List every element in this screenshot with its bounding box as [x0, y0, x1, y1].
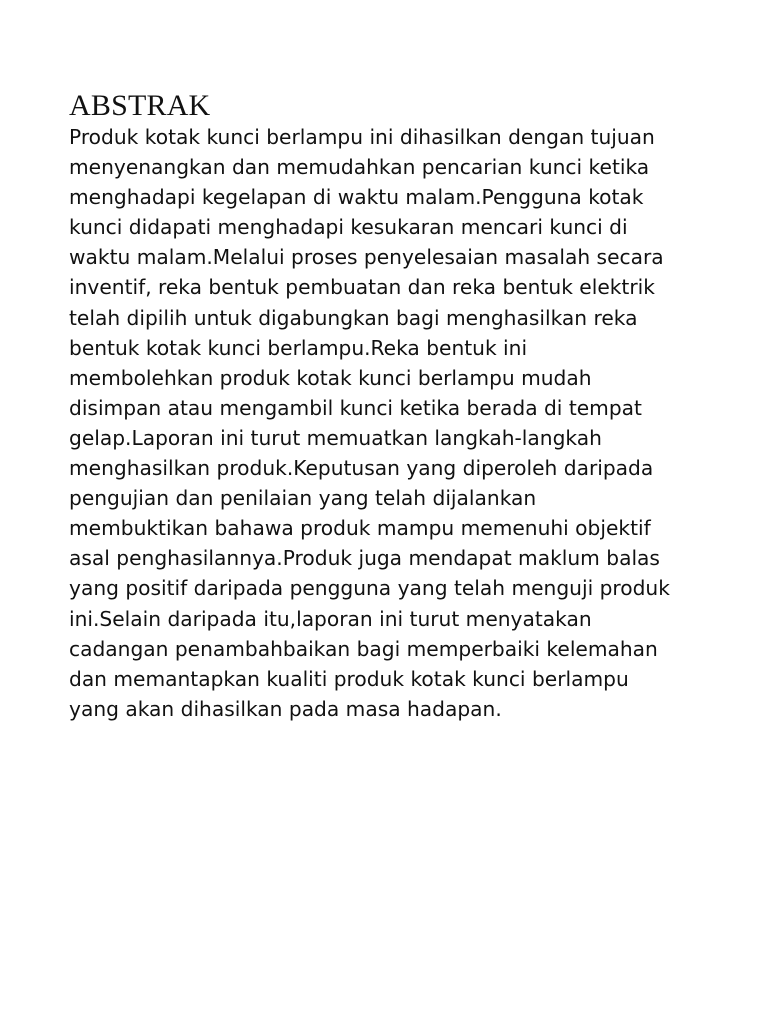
abstract-line: dan memantapkan kualiti produk kotak kunci berlampu — [69, 666, 629, 691]
abstract-line: telah dipilih untuk digabungkan bagi menghasilkan reka — [69, 305, 638, 330]
abstract-line: membolehkan produk kotak kunci berlampu mudah — [69, 365, 592, 390]
abstract-line: membuktikan bahawa produk mampu memenuhi objektif — [69, 516, 651, 541]
abstract-line: inventif, reka bentuk pembuatan dan reka bentuk elektrik — [69, 275, 655, 300]
abstract-line: menghasilkan produk.Keputusan yang diperoleh daripada — [69, 456, 654, 481]
abstract-line: cadangan penambahbaikan bagi memperbaiki kelemahan — [69, 636, 658, 661]
abstract-line: menghadapi kegelapan di waktu malam.Pengguna kotak — [69, 185, 644, 210]
abstract-line: waktu malam.Melalui proses penyelesaian masalah secara — [69, 245, 664, 270]
abstract-line: Produk kotak kunci berlampu ini dihasilkan dengan tujuan — [69, 125, 655, 149]
abstract-line: asal penghasilannya.Produk juga mendapat maklum balas — [69, 546, 660, 571]
abstract-line: bentuk kotak kunci berlampu.Reka bentuk ini — [69, 335, 528, 360]
abstract-line: disimpan atau mengambil kunci ketika berada di tempat — [69, 395, 642, 420]
abstract-line: yang akan dihasilkan pada masa hadapan. — [69, 696, 502, 721]
abstract-line: gelap.Laporan ini turut memuatkan langkah-langkah — [69, 425, 602, 450]
abstract-line: menyenangkan dan memudahkan pencarian kunci ketika — [69, 155, 650, 180]
abstract-line: kunci didapati menghadapi kesukaran mencari kunci di — [69, 215, 628, 240]
abstract-line: yang positif daripada pengguna yang telah menguji produk — [69, 576, 670, 601]
abstract-body — [69, 122, 709, 724]
abstract-line: pengujian dan penilaian yang telah dijalankan — [69, 486, 537, 511]
abstract-heading: ABSTRAK — [69, 89, 211, 122]
abstract-line: ini.Selain daripada itu,laporan ini turut menyatakan — [69, 606, 592, 631]
